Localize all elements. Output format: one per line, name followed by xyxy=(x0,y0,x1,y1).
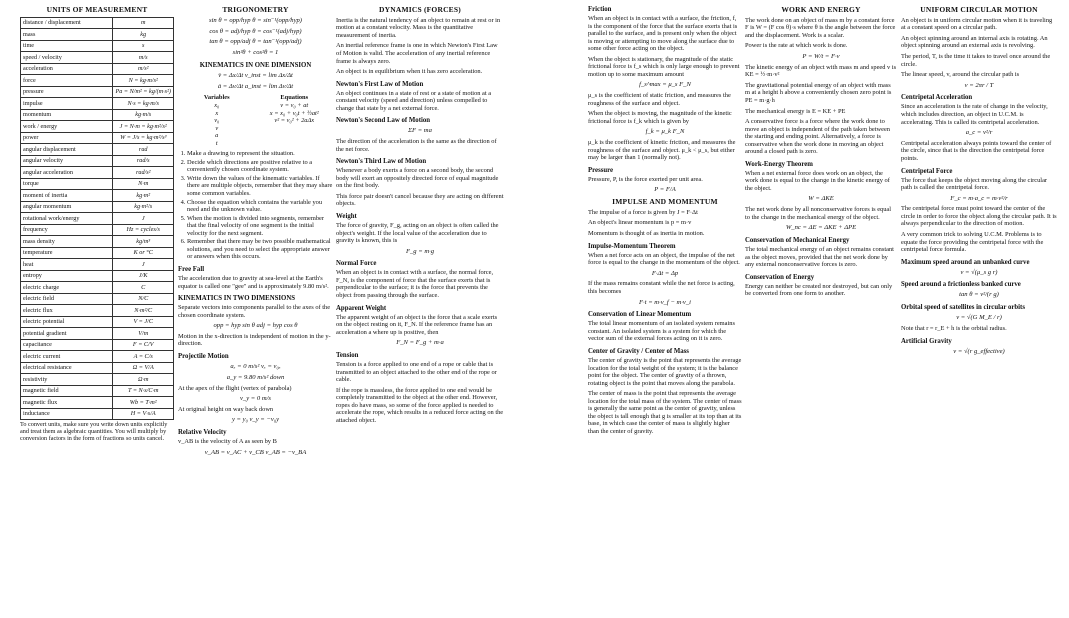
relative-velocity-eq: v_AB = v_AC + v_CB v_AB = −v_BA xyxy=(204,448,307,456)
unit-symbol: rad/s xyxy=(113,155,174,167)
kin2-eq: opp = hyp sin θ adj = hyp cos θ xyxy=(213,322,298,330)
proj-eq1: aₓ = 0 m/s² vₓ = v₀ₓ xyxy=(230,363,281,371)
unit-symbol: Ω·m xyxy=(113,374,174,386)
unit-quantity: potential gradient xyxy=(21,328,113,340)
work-text: The work done on an object of mass m by a constant force F is W = (F cos θ)·s where θ is the angle between the force and the displacement. Work is a scalar. xyxy=(745,16,896,39)
units-row xyxy=(21,155,174,167)
static-coefficient-text: μ_s is the coefficient of static friction, and measures the roughness of the surface and object. xyxy=(588,92,731,107)
tension-title: Tension xyxy=(336,352,359,359)
artificial-gravity-eq: v = √(r g_effective) xyxy=(953,347,1005,355)
unit-symbol: kg·m² xyxy=(113,190,174,202)
unit-quantity: power xyxy=(21,132,113,144)
unit-quantity: pressure xyxy=(21,86,113,98)
kin2-title: KINEMATICS IN TWO DIMENSIONS xyxy=(178,295,296,303)
units-row xyxy=(21,213,174,225)
units-row xyxy=(21,201,174,213)
static-friction-text: When the object is stationary, the magnitude of the static frictional force is f_s which is only large enough to prevent motion up to some maximum amount xyxy=(588,55,740,78)
unit-quantity: electric charge xyxy=(21,282,113,294)
newton-third-title: Newton's Third Law of Motion xyxy=(336,158,427,166)
unit-quantity: momentum xyxy=(21,109,113,121)
power-eq: P = W/t = F·v xyxy=(802,53,840,61)
conservation-mech-energy-text: The total mechanical energy of an object remains constant as the object moves, provided that the net work done by any external nonconservative forces is zero. xyxy=(745,246,894,269)
unit-quantity: angular momentum xyxy=(21,201,113,213)
units-row xyxy=(21,224,174,236)
center-mass-text: The center of mass is the point that represents the average location for the total mass of the system. The center of mass is generally the same point as the center of gravity, unless the object is tall enough that g is smaller at its top than at its base, in which case the center of mass is slightly higher than the center of gravity. xyxy=(588,390,742,435)
units-row xyxy=(21,247,174,259)
unit-symbol: m/s xyxy=(113,52,174,64)
banked-curve-eq: tan θ = v²/(r g) xyxy=(959,291,999,299)
apparent-weight-title: Apparent Weight xyxy=(336,304,387,312)
ucm-text: An object is in uniform circular motion when it is traveling at a constant speed on a circular path. xyxy=(901,16,1053,32)
unit-quantity: electric current xyxy=(21,351,113,363)
centripetal-force-text2: The centripetal force must point toward the center of the circle in order to force the object along the circular path. It is always perpendicular to the direction of motion. xyxy=(901,205,1057,228)
step-5: 5. When the motion is divided into segments, remember that the final velocity of one segment is the initial velocity for the next segment. xyxy=(187,215,333,238)
apparent-weight-text: The apparent weight of an object is the force that a scale exerts on the object resting on it, F_N. If the reference frame has an acceleration a where up is positive, then xyxy=(336,313,498,336)
banked-curve-title: Speed around a frictionless banked curve xyxy=(901,281,1021,289)
orbital-speed-eq: v = √(G M_E / r) xyxy=(956,314,1002,322)
normal-force-text: When an object is in contact with a surface, the normal force, F_N, is the component of force that the surface exerts that is perpendicular to the surface; it is the force that prevents the object from passing through the surface. xyxy=(336,269,494,300)
normal-force-title: Normal Force xyxy=(336,260,377,268)
ucm-column xyxy=(901,6,1057,358)
step-2: 2. Decide which directions are positive relative to a conveniently chosen coordinate system. xyxy=(187,159,333,174)
units-row xyxy=(21,17,174,29)
unit-symbol: Hz = cycles/s xyxy=(113,224,174,236)
kin1-title: KINEMATICS IN ONE DIMENSION xyxy=(199,61,312,69)
units-row xyxy=(21,109,174,121)
impulse-theorem-eq2: F·t = m·v_f − m·v_i xyxy=(639,298,691,306)
friction-text: When an object is in contact with a surface, the friction, f, is the component of the force that the surface exerts that is parallel to the surface, and is present only when the object is moving or attempting to move along the surface due to some other force acting on the object. xyxy=(588,15,738,53)
static-friction-eq: f_s^max = μ_s F_N xyxy=(639,81,691,89)
unit-symbol: J/K xyxy=(113,270,174,282)
centripetal-accel-eq: a_c = v²/r xyxy=(965,129,993,137)
conservation-momentum-title: Conservation of Linear Momentum xyxy=(588,311,692,319)
work-energy-theorem-text: When a net external force does work on an object, the work done is equal to the change in the kinetic energy of the object. xyxy=(745,169,890,192)
unit-symbol: H = V·s/A xyxy=(113,408,174,420)
relative-velocity-title: Relative Velocity xyxy=(178,429,227,437)
momentum-text: An object's linear momentum is p = m·v xyxy=(588,219,692,227)
kinetic-energy-text: The kinetic energy of an object with mass m and speed v is KE = ½·m·v² xyxy=(745,63,897,79)
unit-symbol: Wb = T·m² xyxy=(113,397,174,409)
unit-quantity: frequency xyxy=(21,224,113,236)
unit-symbol: N·s = kg·m/s xyxy=(113,98,174,110)
unit-symbol: W = J/s = kg·m²/s³ xyxy=(113,132,174,144)
units-row xyxy=(21,98,174,110)
variables-heading: Variables xyxy=(203,94,230,102)
step-6: 6. Remember that there may be two possible mathematical solutions, and you need to select the appropriate answer or answers when this occurs. xyxy=(187,238,333,261)
newton-third-text: Whenever a body exerts a force on a second body, the second body will exert an oppositely directed force of equal magnitude on the first body. xyxy=(336,167,499,190)
conservation-energy-text: Energy can neither be created nor destroyed, but can only be converted from one form to another. xyxy=(745,282,893,298)
newton-second-eq: ΣF = ma xyxy=(408,127,432,135)
unit-symbol: N = kg·m/s² xyxy=(113,75,174,87)
units-row xyxy=(21,190,174,202)
free-fall-text: The acceleration due to gravity at sea-level at the Earth's equator is called one "gee" and is approximately 9.80 m/s². xyxy=(178,274,329,290)
unit-quantity: angular acceleration xyxy=(21,167,113,179)
conservative-force-text: A conservative force is a force where the work done to move an object is independent of the path taken between the starting and ending point. Alternatively, a force is conservative when the work done in moving an object around a closed path is zero. xyxy=(745,118,890,156)
period-text: The period, T, is the time it takes to travel once around the circle. xyxy=(901,53,1051,68)
potential-energy-text: The gravitational potential energy of an object with mass m at a height h above a conveniently chosen zero point is PE = m·g·h xyxy=(745,81,892,104)
unit-quantity: rotational work/energy xyxy=(21,213,113,225)
unit-symbol: kg·m/s xyxy=(113,109,174,121)
inertial-frame-text: An inertial reference frame is one in which Newton's First Law of Motion is valid. The acceleration of any inertial reference frame is always zero. xyxy=(336,42,498,65)
newton-first-text: An object continues in a state of rest or a state of motion at a constant velocity (speed and direction) unless compelled to change that state by a net external force. xyxy=(336,89,492,112)
unit-quantity: angular displacement xyxy=(21,144,113,156)
apparent-weight-eq: F_N = F_g + m·a xyxy=(396,339,444,347)
kinetic-friction-eq: f_k = μ_k F_N xyxy=(645,128,685,136)
kin-variables-equations xyxy=(178,94,333,147)
units-row xyxy=(21,236,174,248)
units-row xyxy=(21,86,174,98)
unit-symbol: N/C xyxy=(113,293,174,305)
units-column xyxy=(20,6,174,446)
relative-velocity-text: v_AB is the velocity of A as seen by B xyxy=(178,438,277,446)
unit-symbol: Pa = N/m² = kg/(m·s²) xyxy=(113,86,174,98)
problem-steps xyxy=(178,150,333,261)
impulse-theorem-text: When a net force acts on an object, the impulse of the net force is equal to the change in the momentum of the object. xyxy=(588,251,740,267)
weight-eq: F_g = m·g xyxy=(405,247,435,255)
unit-symbol: kg/m³ xyxy=(113,236,174,248)
rotating-text: An object spinning around an internal axis is rotating. An object spinning around an external axis is revolving. xyxy=(901,34,1048,50)
unit-symbol: J xyxy=(113,259,174,271)
dynamics-column xyxy=(336,6,504,427)
units-row xyxy=(21,408,174,420)
kin1-eq-accel: ā = Δv/Δt a_inst = lim Δv/Δt xyxy=(217,82,294,90)
pressure-eq: P = F/A xyxy=(654,186,676,194)
kin1-eq-velocity: v̄ = Δx/Δt v_inst = lim Δx/Δt xyxy=(218,71,293,79)
centripetal-force-text: The force that keeps the object moving along the circular path is called the centripetal force. xyxy=(901,176,1048,192)
units-row xyxy=(21,167,174,179)
units-row xyxy=(21,385,174,397)
impulse-theorem-eq: F·Δt = Δp xyxy=(651,269,679,277)
work-energy-eq: W = ΔKE xyxy=(808,195,834,203)
units-row xyxy=(21,374,174,386)
newton-second-title: Newton's Second Law of Motion xyxy=(336,117,431,125)
kin2-text2: Motion in the x-direction is independent of motion in the y-direction. xyxy=(178,332,331,348)
unit-quantity: torque xyxy=(21,178,113,190)
units-row xyxy=(21,270,174,282)
unit-quantity: time xyxy=(21,40,113,52)
max-speed-eq: v = √(μ_s g r) xyxy=(960,268,998,276)
units-row xyxy=(21,293,174,305)
dynamics-title: DYNAMICS (FORCES) xyxy=(379,6,461,14)
linear-speed-eq: v = 2πr / T xyxy=(964,81,994,89)
weight-text: The force of gravity, F_g, acting on an object is often called the object's weight. If the local value of the acceleration due to gravity is known, this is xyxy=(336,221,499,245)
units-row xyxy=(21,397,174,409)
orbital-speed-title: Orbital speed of satellites in circular orbits xyxy=(901,304,1025,312)
orbital-radius-note: Note that r = r_E + h is the orbital radius. xyxy=(901,325,1007,332)
ucm-title: UNIFORM CIRCULAR MOTION xyxy=(920,6,1038,14)
var-1: x xyxy=(215,109,219,117)
unit-quantity: entropy xyxy=(21,270,113,282)
unit-symbol: N·m²/C xyxy=(113,305,174,317)
impulse-theorem-title: Impulse-Momentum Theorem xyxy=(588,242,676,250)
newton-first-title: Newton's First Law of Motion xyxy=(336,80,424,88)
unit-symbol: C xyxy=(113,282,174,294)
eqn-2: v² = v₀² + 2aΔx xyxy=(274,117,315,125)
kinetic-coefficient-text: μ_k is the coefficient of kinetic friction, and measures the roughness of the surface and object. μ_k < μ_s, but either may be larger than 1 (normally not). xyxy=(588,139,736,162)
unit-quantity: electric flux xyxy=(21,305,113,317)
linear-speed-text: The linear speed, v, around the circular path is xyxy=(901,71,1020,79)
step-1: 1. Make a drawing to represent the situation. xyxy=(187,150,333,158)
units-row xyxy=(21,52,174,64)
equilibrium-text: An object is in equilibrium when it has zero acceleration. xyxy=(336,68,483,76)
conservation-mech-energy-title: Conservation of Mechanical Energy xyxy=(745,237,850,245)
proj-eq3: v_y = 0 m/s xyxy=(239,395,271,403)
unit-symbol: m/s² xyxy=(113,63,174,75)
unit-quantity: work / energy xyxy=(21,121,113,133)
unit-symbol: A = C/s xyxy=(113,351,174,363)
unit-symbol: F = C/V xyxy=(113,339,174,351)
impulse-text: The impulse of a force is given by J = F·Δt xyxy=(588,208,698,216)
unit-quantity: heat xyxy=(21,259,113,271)
unit-symbol: s xyxy=(113,40,174,52)
trig-column xyxy=(178,6,333,460)
proj-eq2: a_y = 9.80 m/s² down xyxy=(226,373,285,381)
unit-quantity: capacitance xyxy=(21,339,113,351)
units-row xyxy=(21,178,174,190)
friction-column xyxy=(588,6,742,438)
eqn-0: v = v₀ + at xyxy=(280,102,309,109)
units-note: To convert units, make sure you write down units explicitly and treat them as algebraic quantities. You will multiply by conversion factors in the form of fractions so units cancel. xyxy=(20,421,168,443)
unit-quantity: electrical resistance xyxy=(21,362,113,374)
unit-quantity: force xyxy=(21,75,113,87)
step-3: 3. Write down the values of the kinematic variables. If there are multiple objects, remember that they may share some common variables. xyxy=(187,175,333,198)
unit-quantity: inductance xyxy=(21,408,113,420)
equations-heading: Equations xyxy=(280,94,309,102)
unit-symbol: T = N·s/C·m xyxy=(113,385,174,397)
units-row xyxy=(21,305,174,317)
work-energy-title: WORK AND ENERGY xyxy=(781,6,861,14)
projectile-title: Projectile Motion xyxy=(178,353,229,361)
impulse-theorem-text2: If the mass remains constant while the net force is acting, this becomes xyxy=(588,280,735,295)
centripetal-force-eq: F_c = m·a_c = m·v²/r xyxy=(950,194,1008,202)
free-fall-title: Free Fall xyxy=(178,265,205,273)
units-title: UNITS OF MEASUREMENT xyxy=(46,6,148,14)
work-energy-eq2: W_nc = ΔE = ΔKE + ΔPE xyxy=(785,224,857,232)
unit-quantity: speed / velocity xyxy=(21,52,113,64)
unit-symbol: Ω = V/A xyxy=(113,362,174,374)
proj-eq4: y = y₀ v_y = −v₀y xyxy=(231,416,280,424)
unit-symbol: V/m xyxy=(113,328,174,340)
unit-symbol: J = N·m = kg·m²/s² xyxy=(113,121,174,133)
units-row xyxy=(21,351,174,363)
work-energy-theorem-title: Work-Energy Theorem xyxy=(745,160,813,168)
newton-second-text: The direction of the acceleration is the same as the direction of the net force. xyxy=(336,138,497,153)
unit-symbol: rad/s² xyxy=(113,167,174,179)
unit-quantity: mass xyxy=(21,29,113,41)
centripetal-accel-text2: Centripetal acceleration always points toward the center of the circle, since that is the direction the centripetal force points. xyxy=(901,139,1052,162)
work-energy-theorem-text2: The net work done by all nonconservative forces is equal to the change in the mechanical energy of the object. xyxy=(745,206,892,221)
pressure-title: Pressure xyxy=(588,166,614,174)
var-3: v xyxy=(215,124,219,132)
center-gravity-title: Center of Gravity / Center of Mass xyxy=(588,347,689,355)
mechanical-energy-text: The mechanical energy is E = KE + PE xyxy=(745,107,846,115)
units-row xyxy=(21,339,174,351)
var-4: a xyxy=(215,132,219,140)
unit-symbol: J xyxy=(113,213,174,225)
unit-quantity: impulse xyxy=(21,98,113,110)
centripetal-force-text3: A very common trick to solving U.C.M. Problems is to equate the force providing the centripetal force with the centripetal force formula. xyxy=(901,231,1044,254)
unit-quantity: acceleration xyxy=(21,63,113,75)
units-row xyxy=(21,75,174,87)
weight-title: Weight xyxy=(336,212,357,220)
trig-eq-cos: cos θ = adj/hyp θ = cos⁻¹(adj/hyp) xyxy=(209,27,302,35)
center-gravity-text: The center of gravity is the point that represents the average location for the total weight of the system; it is the balance point for the object. The center of gravity of a thrown, rotating object is the point that moves along the parabola. xyxy=(588,356,742,387)
units-row xyxy=(21,282,174,294)
friction-title: Friction xyxy=(588,6,612,13)
unit-symbol: kg xyxy=(113,29,174,41)
units-row xyxy=(21,29,174,41)
units-row xyxy=(21,63,174,75)
unit-quantity: magnetic field xyxy=(21,385,113,397)
power-text: Power is the rate at which work is done. xyxy=(745,42,848,50)
conservation-energy-title: Conservation of Energy xyxy=(745,273,815,281)
unit-symbol: rad xyxy=(113,144,174,156)
centripetal-force-title: Centripetal Force xyxy=(901,167,953,175)
momentum-inertia-text: Momentum is thought of as inertia in motion. xyxy=(588,230,705,238)
var-2: v₀ xyxy=(214,117,220,125)
units-row xyxy=(21,40,174,52)
unit-symbol: m xyxy=(113,17,174,29)
impulse-momentum-title: IMPULSE AND MOMENTUM xyxy=(612,197,718,207)
unit-quantity: mass density xyxy=(21,236,113,248)
units-row xyxy=(21,259,174,271)
var-0: x₀ xyxy=(214,102,220,109)
newton-third-text2: This force pair doesn't cancel because they are acting on different objects. xyxy=(336,192,504,208)
step-4: 4. Choose the equation which contains the variable you need and the unknown value. xyxy=(187,199,333,214)
artificial-gravity-title: Artificial Gravity xyxy=(901,337,952,345)
units-row xyxy=(21,362,174,374)
unit-quantity: moment of inertia xyxy=(21,190,113,202)
unit-symbol: V = J/C xyxy=(113,316,174,328)
work-energy-column xyxy=(745,6,897,301)
eqn-1: x = x₀ + v₀t + ½at² xyxy=(269,109,319,117)
proj-text: At the apex of the flight (vertex of parabola) xyxy=(178,384,292,392)
kinetic-friction-text: When the object is moving, the magnitude of the kinetic frictional force is f_k which is given by xyxy=(588,110,732,125)
trig-title: TRIGONOMETRY xyxy=(222,6,289,14)
unit-symbol: kg·m²/s xyxy=(113,201,174,213)
tension-text2: If the rope is massless, the force applied to one end would be completely transmitted to the object at the other end. However, ropes do have mass, so some of the force applied is needed to accelerate the rope, which results in a reduced force acting on the attached object. xyxy=(336,386,504,424)
units-table xyxy=(20,17,174,421)
unit-quantity: resistivity xyxy=(21,374,113,386)
unit-quantity: temperature xyxy=(21,247,113,259)
pressure-text: Pressure, P, is the force exerted per unit area. xyxy=(588,175,703,183)
inertia-text: Inertia is the natural tendency of an object to remain at rest or in motion at a constant velocity. Mass is the quantitative measurement of inertia. xyxy=(336,16,501,39)
trig-eq-sin: sin θ = opp/hyp θ = sin⁻¹(opp/hyp) xyxy=(209,16,302,24)
unit-quantity: magnetic flux xyxy=(21,397,113,409)
units-row xyxy=(21,316,174,328)
units-row xyxy=(21,121,174,133)
max-speed-title: Maximum speed around an unbanked curve xyxy=(901,258,1030,266)
unit-quantity: distance / displacement xyxy=(21,17,113,29)
centripetal-accel-text: Since an acceleration is the rate of change in the velocity, which includes direction, an object in U.C.M. is accelerating. This is called its centripetal acceleration. xyxy=(901,103,1048,126)
units-row xyxy=(21,328,174,340)
unit-symbol: N·m xyxy=(113,178,174,190)
unit-quantity: electric potential xyxy=(21,316,113,328)
centripetal-accel-title: Centripetal Acceleration xyxy=(901,94,973,102)
tension-text: Tension is a force applied to one end of a rope or cable that is transmitted to an object attached to the other end of the rope or cable. xyxy=(336,361,497,384)
unit-symbol: K or °C xyxy=(113,247,174,259)
unit-quantity: angular velocity xyxy=(21,155,113,167)
var-5: t xyxy=(215,139,218,147)
proj-text2: At original height on way back down xyxy=(178,405,274,413)
conservation-momentum-text: The total linear momentum of an isolated system remains constant. An isolated system is a system for which the vector sum of the external forces acting on it is zero. xyxy=(588,320,735,343)
trig-eq-identity: sin²θ + cos²θ = 1 xyxy=(232,49,279,57)
unit-quantity: electric field xyxy=(21,293,113,305)
units-row xyxy=(21,144,174,156)
kin2-text: Separate vectors into components parallel to the axes of the chosen coordinate system. xyxy=(178,304,331,319)
trig-eq-tan: tan θ = opp/adj θ = tan⁻¹(opp/adj) xyxy=(209,38,302,46)
units-row xyxy=(21,132,174,144)
